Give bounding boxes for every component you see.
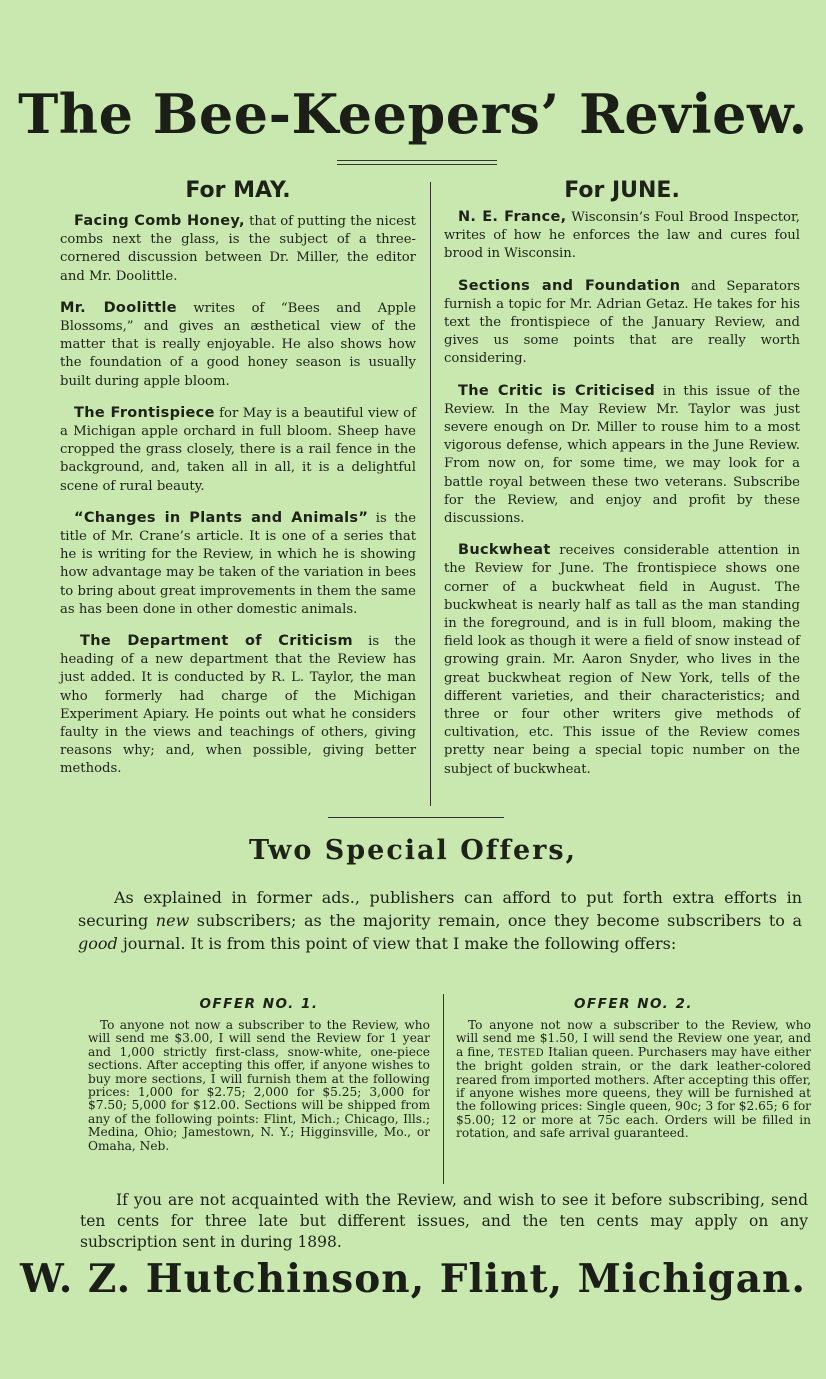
may-column xyxy=(60,212,416,792)
may-paragraph-1 xyxy=(60,212,416,286)
intro-part-3: journal. It is from this point of view that I make the following offers: xyxy=(117,934,677,953)
offer-divider xyxy=(443,994,444,1184)
offer-2-tested: TESTED xyxy=(498,1047,545,1059)
title-rule-upper xyxy=(337,160,497,161)
may-lead-2: Mr. Doolittle xyxy=(60,299,177,316)
intro-emphasis-new: new xyxy=(155,911,190,930)
offers-intro xyxy=(78,886,802,955)
june-text-1: Wisconsin’s Foul Brood Inspector, writes of how he enforces the law and cures foul brood in Wisconsin. xyxy=(444,210,800,262)
offer-2-text-before: To anyone not now a subscriber to the Review, who will send me $1.50, I will send the Review one year, and a fine, xyxy=(456,1018,811,1059)
june-paragraph-1 xyxy=(444,208,800,264)
page-title: The Bee-Keepers’ Review. xyxy=(18,82,808,146)
june-text-3: in this issue of the Review. In the May Review Mr. Taylor was just severe enough on Dr. Miller to rouse him to a most vigorous defense, which appears in the June Review. From now on, for some time, we may look for a battle royal between these two veterans. Subscribe for the Review, and enjoy and profit by these discussions. xyxy=(444,383,800,527)
june-lead-4: Buckwheat xyxy=(458,542,551,559)
may-text-5: is the heading of a new department that the Review has just added. It is conducted by R. L. Taylor, the man who formerly had charge of the Michigan Experiment Apiary. He points out what he considers faulty in the views and teachings of others, giving reasons why; and, when possible, giving better methods. xyxy=(60,634,416,777)
may-text-2: writes of “Bees and Apple Blossoms,” and gives an æsthetical view of the matter that is really enjoyable. He also shows how the foundation of a good honey season is usually built during apple bloom. xyxy=(60,300,416,389)
section-rule xyxy=(328,817,504,818)
may-paragraph-5 xyxy=(60,632,416,779)
may-lead-4: “Changes in Plants and Animals” xyxy=(74,509,369,526)
may-paragraph-2 xyxy=(60,299,416,391)
june-column xyxy=(444,208,800,792)
may-paragraph-4 xyxy=(60,509,416,619)
offer-1-heading: OFFER NO. 1. xyxy=(199,996,319,1012)
title-rule-lower xyxy=(337,164,497,165)
may-heading: For MAY. xyxy=(185,178,291,203)
may-text-3: for May is a beautiful view of a Michigan apple orchard in full bloom. Sheep have cropped the grass closely, there is a rail fence in the background, and, taken all in all, it is a delightful scene of rural beauty. xyxy=(60,405,416,494)
offer-2-text-after: Italian queen. Purchasers may have either the bright golden strain, or the dark leather-colored reared from imported mothers. After accepting this offer, if anyone wishes more queens, they will be furnished at the following prices: Single queen, 90c; 3 for $2.65; 6 for $5.00; 12 or more at 75c each. Orders will be filled in rotation, and safe arrival guaranteed. xyxy=(456,1044,811,1141)
june-paragraph-3 xyxy=(444,382,800,529)
june-paragraph-2 xyxy=(444,277,800,369)
may-lead-5: The Department of Criticism xyxy=(80,633,353,650)
may-lead-3: The Frontispiece xyxy=(74,404,215,421)
offer-2-heading: OFFER NO. 2. xyxy=(573,996,694,1012)
offers-title: Two Special Offers, xyxy=(249,835,577,866)
intro-part-1: As explained in former ads., publishers can afford to put forth extra efforts in securing xyxy=(78,888,802,930)
june-lead-3: The Critic is Criticised xyxy=(458,382,656,399)
publisher-signature: W. Z. Hutchinson, Flint, Michigan. xyxy=(19,1256,806,1302)
may-text-1: that of putting the nicest combs next the glass, is the subject of a three-cornered discussion between Dr. Miller, the editor and Mr. Doolittle. xyxy=(60,214,416,284)
closing-note: If you are not acquainted with the Review, and wish to see it before subscribing, send ten cents for three late but different issues, and the ten cents may apply on any subscription sent in during 1898. xyxy=(80,1191,808,1251)
june-heading: For JUNE. xyxy=(564,178,680,203)
offer-1-text: To anyone not now a subscriber to the Review, who will send me $3.00, I will send the Review for 1 year and 1,000 strictly first-class, snow-white, one-piece sections. After accepting this offer, if anyone wishes to buy more sections, I will furnish them at the following prices: 1,000 for $2.75; 2,000 for $5.25; 3,000 for $7.50; 5,000 for $12.00. Sections will be shipped from any of the following points: Flint, Mich.; Chicago, Ills.; Medina, Ohio; Jamestown, N. Y.; Higginsville, Mo., or Omaha, Neb. xyxy=(88,1018,430,1153)
intro-part-2: subscribers; as the majority remain, once they become subscribers to a xyxy=(189,911,803,930)
june-text-2: and Separators furnish a topic for Mr. Adrian Getaz. He takes for his text the frontispiece of the January Review, and gives us some points that are really worth considering. xyxy=(444,278,800,367)
may-lead-1: Facing Comb Honey, xyxy=(74,213,245,229)
offer-2-text xyxy=(456,1019,811,1141)
may-text-4: is the title of Mr. Crane’s article. It is one of a series that he is writing for the Review, in which he is showing how advantage may be taken of the variation in bees to bring about great improvements in them the same as has been done in other domestic animals. xyxy=(60,510,417,617)
june-lead-1: N. E. France, xyxy=(458,209,567,225)
intro-emphasis-good: good xyxy=(78,934,118,953)
june-text-4: receives considerable attention in the Review for June. The frontispiece shows one corner of a buckwheat field in August. The buckwheat is nearly half as tall as the man standing in the foreground, and is in full bloom, making the field look as though it were a field of snow instead of growing grain. Mr. Aaron Snyder, who lives in the great buckwheat region of New York, tells of the different varieties, and their characteristics; and three or four other writers give methods of cultivation, etc. This issue of the Review comes pretty near being a special topic number on the subject of buckwheat. xyxy=(444,543,800,777)
column-divider xyxy=(430,182,431,806)
may-paragraph-3 xyxy=(60,404,416,496)
june-lead-2: Sections and Foundation xyxy=(458,277,681,294)
june-paragraph-4 xyxy=(444,541,800,779)
